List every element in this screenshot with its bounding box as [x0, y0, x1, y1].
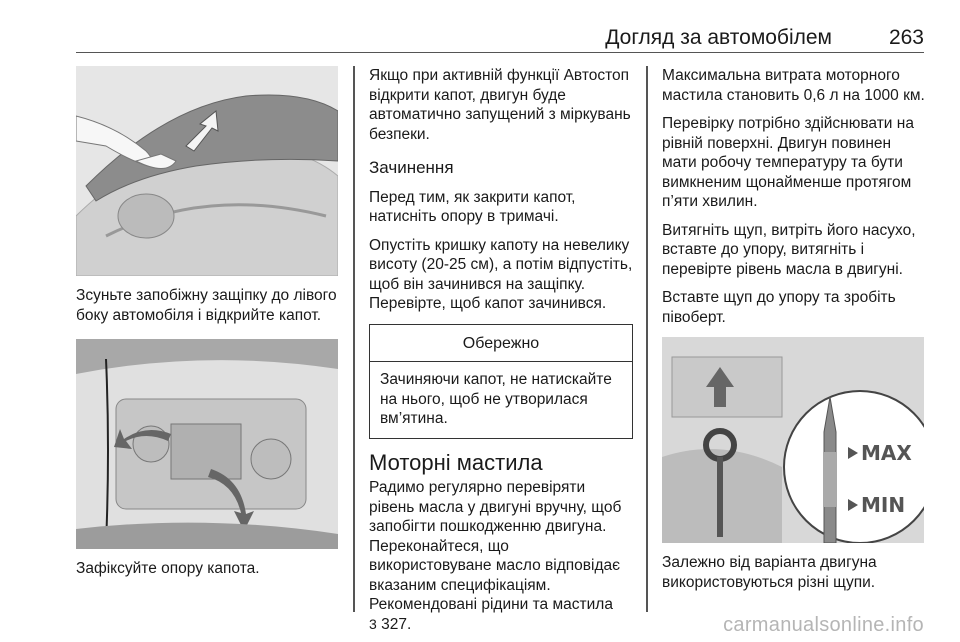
autostop-paragraph: Якщо при активній функції Автостоп відкрити капот, двигун буде автоматично запущений з міркувань безпеки.	[369, 67, 631, 143]
check-conditions-paragraph: Перевірку потрібно здійснювати на рівній поверхні. Двигун повинен мати робочу температуру та бути вимкненим щонайменше протягом п’яти хвилин.	[662, 115, 914, 210]
heading-closing: Зачинення	[369, 158, 454, 177]
dipstick-insert-paragraph: Вставте щуп до упору та зробіть півоберт.	[662, 289, 896, 326]
column-divider-1	[353, 66, 355, 612]
heading-engine-oil: Моторні мастила	[369, 449, 543, 475]
warning-title: Обережно	[370, 325, 632, 363]
watermark: carmanualsonline.info	[723, 614, 924, 636]
oil-consumption-paragraph: Максимальна витрата моторного мастила становить 0,6 л на 1000 км.	[662, 67, 925, 104]
dipstick-illustration	[662, 337, 924, 543]
hood-support-illustration	[76, 339, 338, 549]
closing-paragraph-2: Опустіть кришку капоту на невелику висоту (20-25 см), а потім відпустіть, щоб він зачинився на защіпку. Перевірте, щоб капот зачинився.	[369, 236, 633, 312]
reference-page-link[interactable]: 327.	[376, 615, 412, 633]
caption-hood-support: Зафіксуйте опору капота.	[76, 560, 260, 577]
max-mark-label: MAX	[861, 441, 912, 465]
min-mark-label: MIN	[861, 493, 906, 517]
column-3	[662, 66, 926, 601]
reference-arrow-icon: 3	[369, 615, 377, 632]
column-2	[369, 66, 633, 634]
oil-paragraph-text: Радимо регулярно перевіряти рівень масла у двигуні вручну, щоб запобігти пошкодженню двигуна. Переконайтеся, що використовуване масло відповідає вказаним специфікаціям. Рекомендовані рідини та мастила	[369, 479, 622, 613]
section-title: Догляд за автомобілем	[605, 26, 832, 49]
page-number: 263	[888, 26, 924, 49]
hood-release-illustration	[76, 66, 338, 276]
warning-box	[369, 324, 633, 439]
page-header	[76, 22, 924, 53]
dipstick-check-paragraph: Витягніть щуп, витріть його насухо, вставте до упору, витягніть і перевірте рівень масла в двигуні.	[662, 221, 916, 278]
closing-paragraph-1: Перед тим, як закрити капот, натисніть опору в тримачі.	[369, 188, 576, 225]
oil-paragraph	[369, 478, 633, 634]
caption-dipstick: Залежно від варіанта двигуна використовуються різні щупи.	[662, 554, 877, 591]
column-divider-2	[646, 66, 648, 612]
caption-hood-release: Зсуньте запобіжну защіпку до лівого боку автомобіля і відкрийте капот.	[76, 287, 337, 324]
column-1	[76, 66, 338, 588]
warning-text: Зачиняючи капот, не натискайте на нього, щоб не утворилася вм’ятина.	[380, 371, 612, 427]
